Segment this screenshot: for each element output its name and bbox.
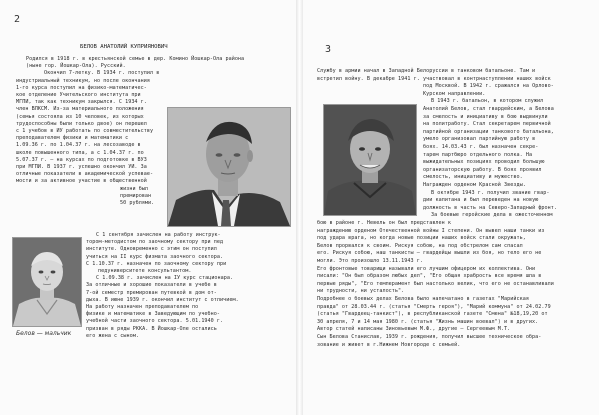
- text-line: член ВЛКСМ. Из-за материального положения: [16, 106, 144, 113]
- text-line: Награжден орденом Красной Звезды.: [423, 182, 526, 188]
- text-line: (статья "Гвардеец-танкист"), в республиканской газете "Смена" №18,19,20 от: [317, 311, 548, 318]
- text-line: 5.07.37 г. — на курсах по подготовке в ВУЗ: [16, 156, 147, 163]
- page-number-left: 2: [14, 14, 21, 25]
- document-title: БЕЛОВ АНАТОЛИЙ КУПРИЯНОВИЧ: [80, 44, 168, 50]
- text-line: за смелость и инициативу в бою выдвинули: [423, 113, 548, 120]
- text-line: 7-ой семестр премирован путевкой в дом от-: [86, 289, 217, 296]
- text-line: Подробнее о боевых делах Белова было напечатано в газетах "Марийская: [317, 296, 529, 302]
- text-line: должность в часть на Северо-Западный фронт.: [423, 204, 558, 211]
- text-line: под удара врага, но когда новые позиции наших войск стали окружать,: [317, 235, 526, 242]
- text-line: встретил войну. В декабре 1941 г. участвовал в контрнаступлении наших войск: [317, 75, 551, 82]
- portrait-photo-soldier: [323, 104, 417, 216]
- text-line: индустриальный техникум, но после окончания: [16, 77, 151, 84]
- text-line: могли. Это произошло 13.11.1943 г.: [317, 258, 423, 264]
- text-line: 1-го курса поступил на физико-математичес-: [16, 84, 147, 91]
- text-line: на политработу. Стал секретарем первичной: [423, 121, 551, 128]
- text-line: учиться на II курс физмата заочного сектора.: [86, 253, 224, 260]
- text-line: Автор статей написаны Зиновьевым М.Ф., другие — Сергеевым М.Т.: [317, 326, 511, 333]
- text-line: За боевые геройские дела в ожесточенном: [431, 212, 553, 219]
- text-line: ни трудности, ни усталость".: [317, 288, 405, 295]
- page-number-right: 3: [325, 44, 332, 55]
- text-line: 50 рублями.: [120, 200, 155, 206]
- text-line: Его фронтовые товарищи называли его лучшим офицером их коллектива. Они: [317, 265, 536, 272]
- text-line: с 1 учебов в ИУ работать по совместительству: [16, 128, 154, 134]
- text-line: правда" от 28.03.44 г. (статья "Смерть героя"), "Марий коммуна" от 24.02.79: [317, 303, 551, 310]
- text-line: В 1943 г. батальон, в котором служил: [431, 98, 544, 105]
- text-line: (семья состояла из 10 человек, из которых: [16, 113, 144, 120]
- text-line: С 1.09.38 г. зачислен на IУ курс стационара.: [96, 275, 234, 282]
- text-line: смелость, инициативу и мужество.: [423, 174, 523, 181]
- text-line: учебной части заочного сектора. 5.01.1940 г.: [86, 318, 224, 325]
- text-line: С 1.10.37 г. назначен по заочному сектору при: [86, 260, 227, 267]
- text-line: Окончил 7-летку. В 1934 г. поступил в: [44, 70, 160, 77]
- text-line: премирован: [120, 192, 152, 199]
- text-line: кое отделение Учительского института при: [16, 92, 141, 98]
- text-line: тарем партбюро отдельного полка. На: [423, 151, 533, 158]
- text-line: МГПИ, так как техникум закрылся. С 1934 г.: [16, 99, 147, 106]
- text-line: преподавателем физики и математики с: [16, 135, 129, 142]
- text-line: институте. Одновременно с этим он поступил: [86, 246, 217, 253]
- text-line: награждению орденом Отечественной войны I степени. Он вывел наши танки из: [317, 227, 545, 234]
- text-line: физике и математике в Заведующим по учебно-: [86, 311, 221, 318]
- text-line: зование и живет в г.Нижнем Новгороде с семьей.: [317, 341, 461, 348]
- page-divider: [296, 0, 303, 415]
- text-line: дии капитана и был переведен на новую: [423, 197, 539, 204]
- text-line: В октябре 1943 г. получил звание гвар-: [431, 189, 550, 196]
- text-line: при МГПИ. В 1937 г. успешно окончил УИ. За: [16, 164, 147, 170]
- text-line: умело организовал партийную работу в: [423, 136, 536, 143]
- text-line: его жена с сыном.: [86, 332, 139, 339]
- right-page: [303, 0, 599, 415]
- text-line: 30 апреля, 7 и 14 мая 1980 г. (статья "Жизнь машин воевал") и в других.: [317, 318, 539, 325]
- text-line: отличные показатели в академической успевае-: [16, 171, 154, 178]
- text-line: мости и за активное участие в общественной: [16, 178, 147, 185]
- text-line: С 1 сентября зачислен на работу инструк-: [96, 232, 221, 238]
- text-line: бою в районе г. Невель он был представлен к: [317, 220, 452, 226]
- text-line: первые ряды", "Его темперамент был настолько велик, что его не останавливали: [317, 280, 554, 287]
- text-line: под Москвой. В 1942 г. сражался на Орлово-: [423, 83, 554, 90]
- text-line: 1.09.36 г. по 1.04.37 г. на лесозаводе в: [16, 142, 141, 149]
- text-line: партийной организации танкового батальона,: [423, 128, 554, 135]
- text-line: Анатолий Белов, стал гвардейским, а Белова: [423, 106, 554, 112]
- text-line: Белов прорвался к своим. Рискуя собою, на под обстрелом сам спасал: [317, 242, 523, 249]
- text-line: Курском направлении.: [423, 90, 486, 97]
- text-line: На работу назначен преподавателем по: [86, 304, 199, 310]
- text-line: Родился в 1918 г. в крестьянской семье в дер. Комино Йошкар-Ола района: [26, 56, 245, 62]
- text-line: его. Рискуя собою, наш танкисты — гвардейцы вышли из боя, но тело его не: [317, 250, 542, 257]
- text-line: (ныне гор. Йошкар-Ола). Русский.: [26, 63, 126, 70]
- text-line: дыха. В июне 1939 г. окончил институт с отличием.: [86, 296, 239, 303]
- portrait-photo-child: [12, 237, 82, 327]
- text-line: выжидательных позициях проводил большую: [423, 159, 545, 166]
- text-line: жизни был: [120, 185, 149, 192]
- text-line: педуниверситете консультантом.: [98, 268, 192, 274]
- text-line: тором-методистом по заочному сектору при пед: [86, 239, 224, 246]
- text-line: призван в ряды РККА. В Йошкар-Оле остались: [86, 325, 217, 332]
- text-line: писали: "Он был образом любых дел", "Его общая храбрость все время шла в: [317, 273, 542, 280]
- text-line: организаторскую работу. В боях проявил: [423, 166, 542, 173]
- text-line: трудоспособны были только двое) он перешел: [16, 120, 147, 127]
- child-photo-caption: Белов — мальчик: [16, 330, 72, 337]
- left-page: [0, 0, 296, 415]
- text-line: За отличные и хорошие показатели в учебе в: [86, 282, 217, 289]
- text-line: школе повышенного типа, а с 1.04.37 г. по: [16, 149, 144, 156]
- text-line: боях. 14.03.43 г. был назначен секре-: [423, 144, 539, 150]
- portrait-photo-adult: [167, 107, 291, 227]
- text-line: Службу в армии начал в Западной Белоруссии в танковом батальоне. Там и: [317, 68, 536, 74]
- text-line: Сын Белова Станислав, 1939 г. рождения, получил высшее техническое обра-: [317, 334, 542, 340]
